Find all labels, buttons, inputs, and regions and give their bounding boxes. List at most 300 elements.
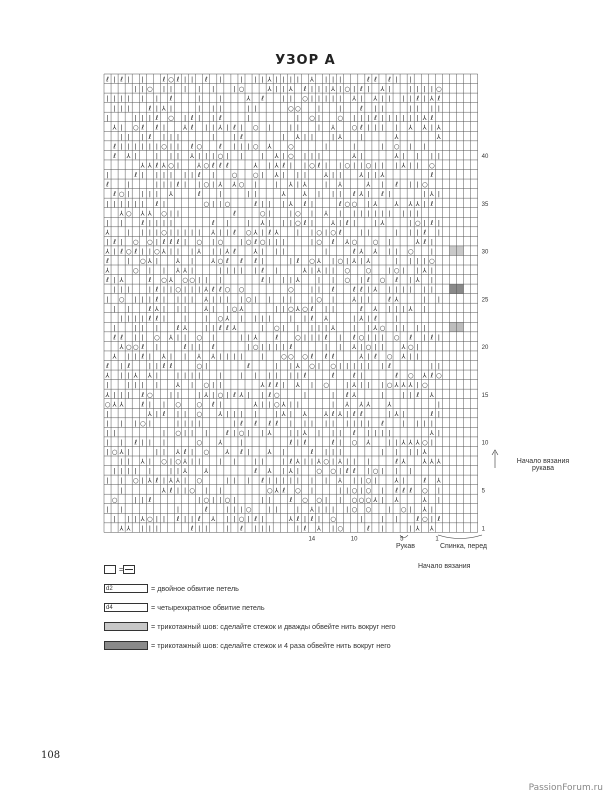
stitch-symbol: ⅄: [302, 190, 307, 199]
stitch-symbol: ○: [252, 123, 259, 132]
stitch-symbol: ⅄: [302, 180, 307, 189]
stitch-symbol: ⅄: [373, 495, 378, 504]
stitch-symbol: |: [346, 419, 349, 428]
stitch-symbol: |: [402, 304, 405, 313]
stitch-symbol: ℓ: [169, 486, 173, 495]
stitch-symbol: ○: [104, 400, 111, 409]
stitch-symbol: ○: [372, 237, 379, 246]
row-number: 25: [481, 297, 489, 304]
stitch-symbol: |: [212, 381, 215, 390]
stitch-symbol: |: [332, 257, 335, 266]
stitch-symbol: ⅄: [197, 352, 202, 361]
stitch-symbol: ○: [436, 85, 442, 94]
stitch-symbol: |: [134, 419, 137, 428]
stitch-symbol: |: [113, 514, 116, 523]
stitch-symbol: ℓ: [352, 333, 356, 342]
stitch-symbol: ⅄: [436, 457, 441, 466]
column-number: 14: [308, 536, 316, 543]
stitch-symbol: |: [367, 285, 370, 294]
stitch-symbol: |: [310, 266, 314, 275]
stitch-symbol: ⅄: [366, 400, 371, 409]
stitch-symbol: ⅄: [302, 409, 307, 418]
stitch-symbol: |: [324, 161, 328, 170]
stitch-symbol: |: [155, 237, 158, 246]
stitch-symbol: |: [261, 171, 264, 180]
stitch-symbol: ⅄: [176, 476, 181, 485]
stitch-symbol: |: [282, 467, 285, 476]
stitch-symbol: |: [155, 409, 158, 418]
stitch-symbol: ⅄: [408, 438, 413, 447]
stitch-symbol: |: [339, 343, 342, 352]
stitch-symbol: |: [374, 218, 377, 227]
stitch-symbol: |: [219, 295, 222, 304]
stitch-symbol: |: [198, 419, 201, 428]
stitch-symbol: ○: [245, 237, 252, 246]
stitch-symbol: |: [183, 333, 187, 342]
stitch-symbol: ℓ: [106, 276, 109, 285]
stitch-symbol: |: [226, 266, 229, 275]
stitch-symbol: ○: [196, 142, 203, 151]
stitch-symbol: |: [141, 142, 144, 151]
stitch-symbol: |: [169, 247, 173, 256]
stitch-symbol: |: [332, 266, 335, 275]
stitch-symbol: |: [317, 333, 321, 342]
stitch-symbol: ⅄: [267, 75, 272, 84]
stitch-symbol: |: [430, 419, 433, 428]
stitch-symbol: ⅄: [253, 228, 258, 237]
stitch-symbol: |: [240, 75, 243, 84]
stitch-symbol: ⅄: [119, 448, 124, 457]
stitch-symbol: |: [148, 266, 151, 275]
stitch-symbol: |: [388, 266, 391, 275]
stitch-symbol: |: [120, 285, 123, 294]
stitch-symbol: |: [134, 295, 137, 304]
stitch-symbol: ○: [238, 514, 245, 523]
stitch-symbol: |: [317, 285, 321, 294]
stitch-symbol: |: [360, 381, 363, 390]
stitch-symbol: |: [374, 123, 377, 132]
stitch-symbol: |: [183, 75, 187, 84]
stitch-symbol: ⅄: [161, 486, 166, 495]
stitch-symbol: |: [324, 94, 328, 103]
stitch-symbol: ⅄: [225, 448, 230, 457]
stitch-symbol: |: [381, 448, 384, 457]
stitch-symbol: |: [388, 94, 391, 103]
stitch-symbol: ○: [175, 457, 181, 466]
stitch-symbol: ℓ: [430, 171, 434, 180]
stitch-symbol: |: [155, 218, 158, 227]
stitch-symbol: |: [233, 505, 236, 514]
stitch-symbol: |: [289, 419, 292, 428]
stitch-symbol: ○: [168, 161, 174, 170]
stitch-symbol: ⅄: [253, 161, 258, 170]
stitch-symbol: |: [275, 343, 278, 352]
stitch-symbol: ⅄: [429, 390, 434, 399]
stitch-symbol: |: [395, 247, 398, 256]
stitch-symbol: ○: [125, 343, 132, 352]
stitch-symbol: |: [430, 123, 433, 132]
stitch-symbol: ○: [287, 142, 294, 151]
stitch-symbol: |: [430, 104, 433, 113]
stitch-symbol: ℓ: [141, 218, 145, 227]
stitch-symbol: |: [402, 476, 405, 485]
stitch-symbol: |: [254, 190, 257, 199]
stitch-symbol: ℓ: [261, 266, 264, 275]
stitch-symbol: ⅄: [211, 257, 216, 266]
stitch-symbol: ⅄: [331, 123, 336, 132]
stitch-symbol: |: [275, 180, 278, 189]
stitch-symbol: |: [296, 113, 299, 122]
stitch-symbol: ⅄: [373, 323, 378, 332]
stitch-symbol: |: [310, 152, 314, 161]
stitch-symbol: |: [113, 276, 116, 285]
stitch-symbol: |: [254, 524, 257, 533]
stitch-symbol: |: [388, 113, 391, 122]
stitch-symbol: ⅄: [366, 257, 371, 266]
stitch-symbol: |: [106, 295, 109, 304]
stitch-symbol: ℓ: [324, 352, 328, 361]
stitch-symbol: |: [317, 276, 321, 285]
stitch-symbol: ℓ: [430, 333, 434, 342]
stitch-symbol: |: [367, 199, 370, 208]
stitch-symbol: |: [374, 428, 377, 437]
stitch-symbol: |: [254, 457, 257, 466]
stitch-symbol: |: [226, 352, 229, 361]
stitch-symbol: ○: [245, 295, 252, 304]
stitch-symbol: |: [120, 467, 123, 476]
stitch-symbol: ℓ: [367, 276, 370, 285]
stitch-symbol: ⅄: [140, 209, 145, 218]
stitch-symbol: |: [169, 171, 173, 180]
stitch-symbol: ⅄: [422, 123, 427, 132]
stitch-symbol: ○: [161, 209, 167, 218]
stitch-symbol: ○: [323, 381, 329, 390]
stitch-symbol: ⅄: [176, 448, 181, 457]
stitch-symbol: |: [332, 457, 335, 466]
stitch-symbol: |: [339, 486, 342, 495]
stitch-symbol: ○: [287, 152, 294, 161]
stitch-symbol: ○: [351, 486, 358, 495]
stitch-symbol: |: [191, 514, 194, 523]
stitch-symbol: ⅄: [253, 333, 258, 342]
stitch-symbol: ℓ: [338, 228, 342, 237]
stitch-symbol: |: [183, 409, 187, 418]
stitch-symbol: |: [310, 199, 314, 208]
stitch-symbol: |: [282, 304, 285, 313]
stitch-symbol: ⅄: [274, 161, 279, 170]
stitch-symbol: |: [296, 75, 299, 84]
stitch-symbol: |: [127, 390, 130, 399]
stitch-symbol: |: [339, 171, 342, 180]
stitch-symbol: ℓ: [233, 247, 236, 256]
stitch-symbol: |: [332, 171, 335, 180]
stitch-symbol: |: [155, 381, 158, 390]
stitch-symbol: |: [226, 409, 229, 418]
stitch-symbol: |: [198, 228, 201, 237]
stitch-symbol: ℓ: [359, 123, 363, 132]
stitch-symbol: |: [233, 132, 236, 141]
stitch-symbol: ℓ: [367, 524, 370, 533]
stitch-symbol: |: [310, 94, 314, 103]
stitch-symbol: |: [282, 171, 285, 180]
stitch-symbol: |: [212, 295, 215, 304]
stitch-symbol: ℓ: [268, 390, 272, 399]
stitch-symbol: ℓ: [148, 276, 152, 285]
stitch-symbol: |: [219, 199, 222, 208]
stitch-symbol: |: [275, 371, 278, 380]
stitch-symbol: |: [416, 104, 419, 113]
stitch-symbol: |: [240, 266, 243, 275]
stitch-symbol: ○: [132, 237, 139, 246]
column-number: 10: [350, 536, 358, 543]
stitch-symbol: ○: [365, 161, 372, 170]
stitch-symbol: |: [367, 352, 370, 361]
stitch-symbol: |: [275, 237, 278, 246]
stitch-symbol: |: [176, 419, 180, 428]
stitch-symbol: ○: [421, 180, 428, 189]
stitch-symbol: ⅄: [345, 237, 350, 246]
stitch-symbol: ⅄: [260, 381, 265, 390]
stitch-symbol: ○: [217, 152, 224, 161]
stitch-symbol: |: [423, 333, 426, 342]
stitch-symbol: ⅄: [176, 266, 181, 275]
stitch-symbol: ℓ: [162, 362, 166, 371]
stitch-symbol: |: [176, 486, 180, 495]
stitch-symbol: ○: [295, 209, 301, 218]
stitch-symbol: |: [360, 476, 363, 485]
stitch-symbol: |: [247, 113, 250, 122]
stitch-symbol: |: [120, 218, 123, 227]
stitch-symbol: |: [289, 400, 292, 409]
stitch-symbol: |: [339, 428, 342, 437]
stitch-symbol: |: [120, 123, 123, 132]
stitch-symbol: |: [219, 457, 222, 466]
stitch-symbol: |: [353, 161, 356, 170]
stitch-symbol: ⅄: [281, 190, 286, 199]
stitch-symbol: |: [437, 428, 440, 437]
stitch-symbol: |: [212, 104, 215, 113]
stitch-symbol: ○: [132, 343, 139, 352]
stitch-symbol: ℓ: [148, 495, 152, 504]
stitch-symbol: |: [430, 276, 433, 285]
stitch-symbol: |: [268, 371, 271, 380]
stitch-symbol: |: [296, 438, 299, 447]
stitch-symbol: |: [247, 190, 250, 199]
stitch-symbol: |: [148, 228, 151, 237]
stitch-symbol: |: [395, 123, 398, 132]
stitch-symbol: |: [367, 419, 370, 428]
stitch-symbol: ⅄: [119, 343, 124, 352]
stitch-symbol: ○: [407, 247, 414, 256]
stitch-symbol: ⅄: [429, 524, 434, 533]
stitch-symbol: ⅄: [225, 247, 230, 256]
stitch-symbol: ⅄: [295, 362, 300, 371]
stitch-symbol: ℓ: [423, 237, 427, 246]
stitch-symbol: ℓ: [388, 362, 391, 371]
stitch-symbol: ○: [287, 104, 294, 113]
stitch-symbol: ⅄: [373, 247, 378, 256]
stitch-symbol: |: [254, 180, 257, 189]
stitch-symbol: ○: [125, 209, 132, 218]
stitch-symbol: |: [212, 333, 215, 342]
stitch-symbol: ℓ: [268, 381, 272, 390]
stitch-symbol: ℓ: [395, 457, 398, 466]
stitch-symbol: |: [169, 390, 173, 399]
stitch-symbol: |: [134, 514, 137, 523]
stitch-symbol: ℓ: [317, 161, 321, 170]
stitch-symbol: ⅄: [295, 457, 300, 466]
stitch-symbol: |: [155, 171, 158, 180]
stitch-symbol: |: [409, 257, 412, 266]
stitch-symbol: ℓ: [282, 161, 286, 170]
stitch-symbol: ℓ: [169, 94, 173, 103]
stitch-symbol: |: [155, 371, 158, 380]
stitch-symbol: |: [324, 228, 328, 237]
stitch-symbol: |: [155, 180, 158, 189]
stitch-symbol: |: [324, 343, 328, 352]
stitch-symbol: ℓ: [211, 218, 215, 227]
stitch-symbol: ⅄: [183, 457, 188, 466]
stitch-symbol: |: [310, 295, 314, 304]
stitch-symbol: |: [353, 113, 356, 122]
stitch-symbol: |: [176, 371, 180, 380]
stitch-symbol: |: [409, 467, 412, 476]
stitch-symbol: |: [141, 333, 144, 342]
stitch-symbol: |: [374, 333, 377, 342]
stitch-symbol: ○: [196, 438, 203, 447]
stitch-symbol: |: [120, 314, 123, 323]
stitch-symbol: |: [402, 209, 405, 218]
stitch-symbol: |: [360, 514, 363, 523]
stitch-symbol: ⅄: [288, 514, 293, 523]
stitch-symbol: |: [353, 476, 356, 485]
stitch-symbol: ℓ: [218, 323, 222, 332]
stitch-symbol: ⅄: [338, 476, 343, 485]
stitch-symbol: |: [155, 514, 158, 523]
stitch-symbol: |: [388, 247, 391, 256]
stitch-symbol: ○: [118, 190, 125, 199]
stitch-symbol: |: [367, 314, 370, 323]
stitch-symbol: ℓ: [381, 190, 384, 199]
stitch-symbol: |: [233, 266, 236, 275]
stitch-symbol: |: [296, 428, 299, 437]
stitch-symbol: |: [198, 495, 201, 504]
stitch-symbol: ⅄: [211, 352, 216, 361]
stitch-symbol: |: [113, 104, 116, 113]
stitch-symbol: ⅄: [119, 276, 124, 285]
stitch-symbol: ○: [295, 333, 301, 342]
stitch-symbol: |: [303, 161, 307, 170]
stitch-symbol: |: [113, 75, 116, 84]
stitch-symbol: |: [332, 276, 335, 285]
stitch-symbol: |: [219, 247, 222, 256]
stitch-symbol: ⅄: [274, 486, 279, 495]
stitch-symbol: |: [134, 467, 137, 476]
stitch-symbol: |: [360, 343, 363, 352]
stitch-symbol: |: [106, 113, 109, 122]
stitch-symbol: |: [409, 505, 412, 514]
stitch-symbol: |: [423, 142, 426, 151]
stitch-symbol: |: [409, 94, 412, 103]
double-wrap-icon: d2: [104, 584, 148, 593]
stitch-symbol: |: [106, 199, 109, 208]
stitch-symbol: ⅄: [197, 161, 202, 170]
stitch-symbol: ⅄: [260, 218, 265, 227]
stitch-symbol: |: [381, 390, 384, 399]
stitch-symbol: ○: [337, 113, 344, 122]
stitch-symbol: |: [282, 448, 285, 457]
stitch-symbol: ℓ: [310, 448, 314, 457]
stitch-symbol: |: [254, 371, 257, 380]
stitch-symbol: ○: [379, 276, 386, 285]
stitch-symbol: ℓ: [359, 104, 363, 113]
stitch-symbol: |: [402, 419, 405, 428]
stitch-symbol: |: [134, 352, 137, 361]
stitch-symbol: |: [296, 476, 299, 485]
legend-row-d2: [104, 582, 484, 595]
stitch-symbol: |: [176, 409, 180, 418]
stitch-symbol: |: [233, 85, 236, 94]
stitch-symbol: ℓ: [338, 199, 342, 208]
stitch-symbol: |: [205, 323, 208, 332]
stitch-symbol: |: [388, 237, 391, 246]
stitch-symbol: |: [360, 209, 363, 218]
stitch-symbol: ⅄: [267, 428, 272, 437]
stitch-symbol: |: [289, 276, 292, 285]
stitch-symbol: |: [205, 123, 208, 132]
stitch-symbol: |: [127, 448, 130, 457]
stitch-symbol: |: [240, 142, 243, 151]
stitch-symbol: |: [113, 467, 116, 476]
stitch-symbol: |: [127, 142, 130, 151]
stitch-symbol: |: [381, 142, 384, 151]
stitch-symbol: ℓ: [310, 314, 314, 323]
stitch-symbol: ○: [351, 199, 358, 208]
stitch-symbol: |: [381, 180, 384, 189]
stitch-symbol: |: [148, 142, 151, 151]
stitch-symbol: ℓ: [148, 304, 152, 313]
stitch-symbol: |: [141, 247, 144, 256]
stitch-symbol: ⅄: [394, 476, 399, 485]
stitch-symbol: |: [296, 123, 299, 132]
stitch-symbol: |: [282, 94, 285, 103]
stitch-symbol: |: [381, 362, 384, 371]
stitch-symbol: |: [437, 400, 440, 409]
stitch-symbol: |: [191, 285, 194, 294]
stitch-symbol: |: [402, 94, 405, 103]
stitch-symbol: ℓ: [374, 113, 377, 122]
stitch-symbol: ℓ: [289, 438, 293, 447]
stitch-symbol: |: [205, 314, 208, 323]
stitch-symbol: |: [268, 400, 271, 409]
stitch-symbol: |: [303, 152, 307, 161]
stitch-symbol: |: [303, 419, 307, 428]
stitch-symbol: |: [176, 467, 180, 476]
stitch-symbol: ℓ: [423, 476, 427, 485]
stitch-symbol: |: [106, 237, 109, 246]
row-number: 35: [481, 201, 489, 208]
stitch-symbol: ℓ: [211, 161, 215, 170]
stitch-symbol: ⅄: [415, 276, 420, 285]
stitch-symbol: |: [275, 304, 278, 313]
stitch-symbol: ⅄: [338, 180, 343, 189]
stitch-symbol: |: [212, 199, 215, 208]
stitch-symbol: |: [282, 343, 285, 352]
stitch-symbol: |: [198, 85, 201, 94]
stitch-symbol: |: [233, 428, 236, 437]
stitch-symbol: ⅄: [394, 495, 399, 504]
stitch-symbol: |: [162, 400, 166, 409]
